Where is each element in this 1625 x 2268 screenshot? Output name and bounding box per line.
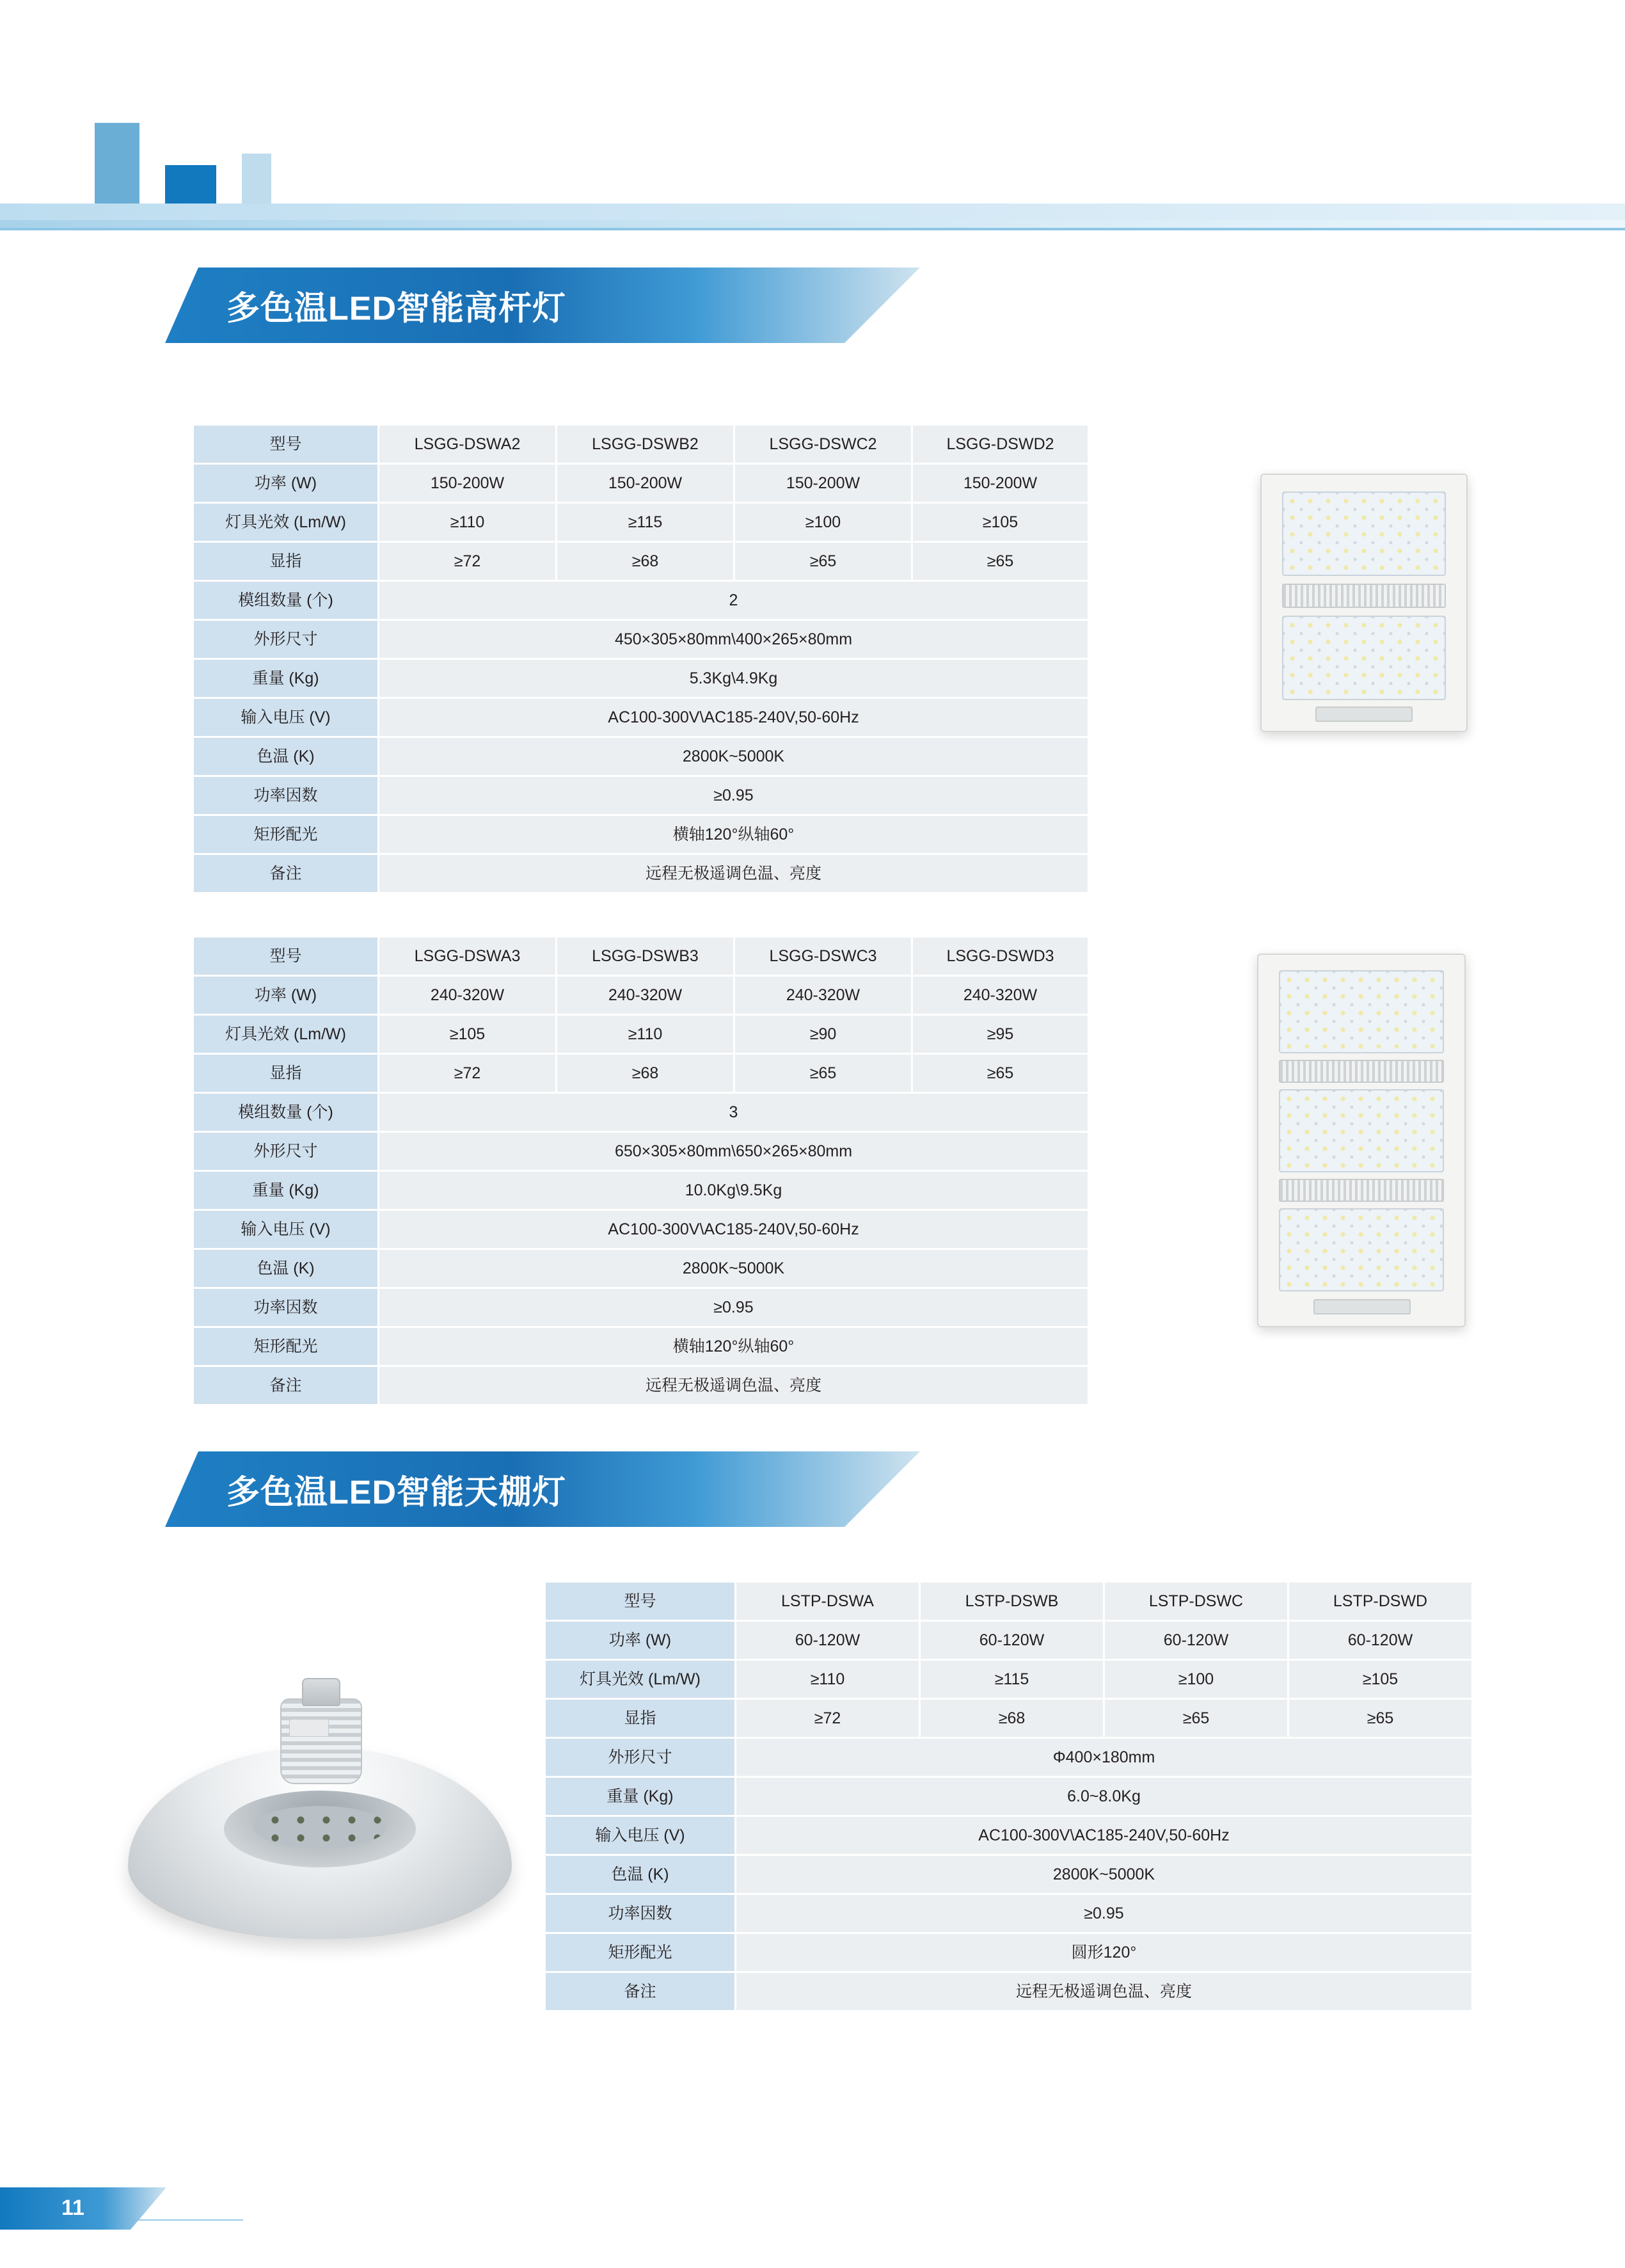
row-value: LSGG-DSWD3 <box>912 937 1089 976</box>
row-value: 横轴120°纵轴60° <box>379 815 1089 854</box>
row-value: 240-320W <box>734 976 912 1015</box>
row-label: 输入电压 (V) <box>545 1816 736 1855</box>
table-row <box>193 581 1089 620</box>
row-label: 备注 <box>545 1972 736 2011</box>
row-label: 型号 <box>193 425 379 464</box>
table-row <box>193 1132 1089 1171</box>
lamp-heatsink-fins <box>280 1698 362 1784</box>
header-decoration <box>0 0 1625 230</box>
deco-band-rule <box>0 228 1625 230</box>
row-value: LSGG-DSWD2 <box>912 425 1089 464</box>
table-row <box>545 1699 1473 1738</box>
row-label: 型号 <box>193 937 379 976</box>
table-row <box>545 1894 1473 1933</box>
table-row <box>545 1582 1473 1621</box>
row-value: ≥105 <box>379 1015 557 1054</box>
row-label: 外形尺寸 <box>193 1132 379 1171</box>
table-row <box>193 1054 1089 1093</box>
row-value: 450×305×80mm\400×265×80mm <box>379 620 1089 659</box>
led-module-bottom <box>1279 1208 1444 1291</box>
row-value: ≥105 <box>912 503 1089 542</box>
row-value: 2800K~5000K <box>379 1249 1089 1288</box>
section-title: 多色温LED智能天棚灯 <box>226 1474 567 1512</box>
led-array-icon <box>1280 1090 1443 1171</box>
row-value: 650×305×80mm\650×265×80mm <box>379 1132 1089 1171</box>
row-value: 远程无极遥调色温、亮度 <box>736 1972 1473 2011</box>
row-value: ≥0.95 <box>379 1288 1089 1327</box>
row-label: 显指 <box>545 1699 736 1738</box>
lamp-top-cap <box>302 1678 340 1706</box>
heatsink <box>1279 1179 1444 1202</box>
table-row <box>193 620 1089 659</box>
row-value: 60-120W <box>1104 1621 1288 1660</box>
row-value: ≥65 <box>734 1054 912 1093</box>
row-label: 重量 (Kg) <box>193 1171 379 1210</box>
row-value: 150-200W <box>734 464 912 503</box>
deco-bar-pale <box>242 154 271 209</box>
row-value: AC100-300V\AC185-240V,50-60Hz <box>379 1210 1089 1249</box>
row-value: ≥100 <box>1104 1660 1288 1699</box>
row-value: ≥110 <box>736 1660 920 1699</box>
spec-table-high-bay <box>544 1581 1473 2012</box>
row-label: 型号 <box>545 1582 736 1621</box>
table-row <box>193 1171 1089 1210</box>
table-row <box>545 1621 1473 1660</box>
row-value: 150-200W <box>379 464 557 503</box>
row-value: LSGG-DSWA3 <box>379 937 557 976</box>
row-label: 功率 (W) <box>193 464 379 503</box>
row-value: LSTP-DSWA <box>736 1582 920 1621</box>
lamp-rating-label <box>289 1719 329 1737</box>
row-label: 灯具光效 (Lm/W) <box>193 503 379 542</box>
row-value: ≥68 <box>920 1699 1104 1738</box>
row-value: 60-120W <box>1288 1621 1473 1660</box>
deco-band-primary <box>0 204 1625 220</box>
spec-table-high-mast-3-module <box>192 936 1090 1406</box>
table-row <box>545 1660 1473 1699</box>
row-value: 240-320W <box>379 976 557 1015</box>
row-value: 远程无极遥调色温、亮度 <box>379 1366 1089 1405</box>
table-row <box>193 1015 1089 1054</box>
row-value: ≥105 <box>1288 1660 1473 1699</box>
table-row <box>545 1738 1473 1777</box>
led-array-icon <box>1280 1210 1443 1290</box>
row-label: 矩形配光 <box>193 1327 379 1366</box>
row-value: 2800K~5000K <box>379 737 1089 776</box>
row-label: 色温 (K) <box>193 1249 379 1288</box>
row-value: LSGG-DSWC3 <box>734 937 912 976</box>
table-row <box>193 937 1089 976</box>
row-value: 横轴120°纵轴60° <box>379 1327 1089 1366</box>
heatsink <box>1282 584 1446 608</box>
heatsink <box>1279 1060 1444 1083</box>
table-row <box>193 464 1089 503</box>
row-label: 输入电压 (V) <box>193 1210 379 1249</box>
table-row <box>545 1855 1473 1894</box>
led-high-mast-3-module-photo <box>1251 954 1468 1338</box>
led-array-icon <box>1283 617 1445 699</box>
led-array-icon <box>1280 971 1443 1052</box>
table-row <box>545 1972 1473 2011</box>
row-label: 色温 (K) <box>545 1855 736 1894</box>
row-label: 显指 <box>193 1054 379 1093</box>
led-module-bottom <box>1282 616 1446 700</box>
mounting-bracket <box>1315 707 1413 722</box>
row-value: LSGG-DSWB2 <box>557 425 734 464</box>
table-row <box>193 659 1089 698</box>
table-row <box>193 1288 1089 1327</box>
row-value: ≥0.95 <box>379 776 1089 815</box>
table-row <box>193 854 1089 893</box>
row-label: 色温 (K) <box>193 737 379 776</box>
row-label: 显指 <box>193 542 379 581</box>
table-row <box>193 1366 1089 1405</box>
row-value: 6.0~8.0Kg <box>736 1777 1473 1816</box>
row-value: LSTP-DSWD <box>1288 1582 1473 1621</box>
row-value: ≥65 <box>912 542 1089 581</box>
section-banner-high-mast <box>165 268 920 343</box>
table-row <box>193 503 1089 542</box>
table-row <box>193 1210 1089 1249</box>
row-value: ≥65 <box>1104 1699 1288 1738</box>
row-label: 灯具光效 (Lm/W) <box>193 1015 379 1054</box>
row-value: 远程无极遥调色温、亮度 <box>379 854 1089 893</box>
row-value: ≥65 <box>734 542 912 581</box>
row-value: Φ400×180mm <box>736 1738 1473 1777</box>
row-label: 功率因数 <box>193 776 379 815</box>
led-high-mast-2-module-photo <box>1254 474 1471 742</box>
deco-bar-dark <box>165 165 216 209</box>
table-row <box>193 737 1089 776</box>
row-label: 备注 <box>193 1366 379 1405</box>
page-number: 11 <box>61 2196 84 2220</box>
row-label: 备注 <box>193 854 379 893</box>
row-value: 2 <box>379 581 1089 620</box>
row-value: ≥95 <box>912 1015 1089 1054</box>
section-banner-high-bay <box>165 1451 920 1527</box>
row-value: LSTP-DSWB <box>920 1582 1104 1621</box>
table-row <box>193 1249 1089 1288</box>
row-value: LSGG-DSWC2 <box>734 425 912 464</box>
row-value: 150-200W <box>557 464 734 503</box>
lamp-led-panel <box>253 1806 386 1848</box>
row-value: 圆形120° <box>736 1933 1473 1972</box>
led-array-icon <box>253 1806 386 1848</box>
row-value: ≥100 <box>734 503 912 542</box>
deco-band-secondary <box>0 220 1625 228</box>
row-value: 5.3Kg\4.9Kg <box>379 659 1089 698</box>
section-title: 多色温LED智能高杆灯 <box>226 290 567 328</box>
row-value: ≥65 <box>1288 1699 1473 1738</box>
row-value: ≥0.95 <box>736 1894 1473 1933</box>
row-label: 矩形配光 <box>545 1933 736 1972</box>
row-value: ≥68 <box>557 1054 734 1093</box>
row-value: 60-120W <box>736 1621 920 1660</box>
row-value: 150-200W <box>912 464 1089 503</box>
table-row <box>193 976 1089 1015</box>
row-value: ≥72 <box>379 1054 557 1093</box>
row-value: LSTP-DSWC <box>1104 1582 1288 1621</box>
row-value: 10.0Kg\9.5Kg <box>379 1171 1089 1210</box>
row-label: 矩形配光 <box>193 815 379 854</box>
row-value: LSGG-DSWA2 <box>379 425 557 464</box>
row-value: 60-120W <box>920 1621 1104 1660</box>
row-value: ≥90 <box>734 1015 912 1054</box>
page-footer <box>0 2146 1625 2268</box>
table-row <box>545 1816 1473 1855</box>
row-value: ≥115 <box>920 1660 1104 1699</box>
table-row <box>193 1093 1089 1132</box>
led-high-bay-lamp-photo <box>128 1664 537 2022</box>
row-value: ≥65 <box>912 1054 1089 1093</box>
row-value: ≥72 <box>736 1699 920 1738</box>
mounting-bracket <box>1313 1299 1411 1314</box>
table-row <box>193 698 1089 737</box>
table-row <box>193 425 1089 464</box>
row-value: 240-320W <box>912 976 1089 1015</box>
row-label: 功率 (W) <box>193 976 379 1015</box>
row-label: 重量 (Kg) <box>193 659 379 698</box>
row-value: ≥110 <box>379 503 557 542</box>
spec-table-high-mast-2-module <box>192 424 1090 894</box>
table-row <box>545 1777 1473 1816</box>
table-row <box>193 815 1089 854</box>
row-value: LSGG-DSWB3 <box>557 937 734 976</box>
row-value: 3 <box>379 1093 1089 1132</box>
row-label: 外形尺寸 <box>193 620 379 659</box>
row-label: 模组数量 (个) <box>193 1093 379 1132</box>
row-label: 外形尺寸 <box>545 1738 736 1777</box>
row-value: 240-320W <box>557 976 734 1015</box>
row-label: 功率因数 <box>545 1894 736 1933</box>
row-label: 功率因数 <box>193 1288 379 1327</box>
row-value: ≥72 <box>379 542 557 581</box>
row-value: ≥110 <box>557 1015 734 1054</box>
row-label: 重量 (Kg) <box>545 1777 736 1816</box>
led-module-top <box>1282 491 1446 576</box>
led-array-icon <box>1283 493 1445 575</box>
row-label: 模组数量 (个) <box>193 581 379 620</box>
row-value: 2800K~5000K <box>736 1855 1473 1894</box>
table-row <box>193 542 1089 581</box>
row-value: AC100-300V\AC185-240V,50-60Hz <box>736 1816 1473 1855</box>
table-row <box>193 1327 1089 1366</box>
row-label: 灯具光效 (Lm/W) <box>545 1660 736 1699</box>
row-value: ≥115 <box>557 503 734 542</box>
deco-bar-light <box>95 123 139 206</box>
led-module-top <box>1279 970 1444 1053</box>
row-value: AC100-300V\AC185-240V,50-60Hz <box>379 698 1089 737</box>
row-label: 功率 (W) <box>545 1621 736 1660</box>
table-row <box>545 1933 1473 1972</box>
table-row <box>193 776 1089 815</box>
row-label: 输入电压 (V) <box>193 698 379 737</box>
led-module-middle <box>1279 1089 1444 1172</box>
row-value: ≥68 <box>557 542 734 581</box>
